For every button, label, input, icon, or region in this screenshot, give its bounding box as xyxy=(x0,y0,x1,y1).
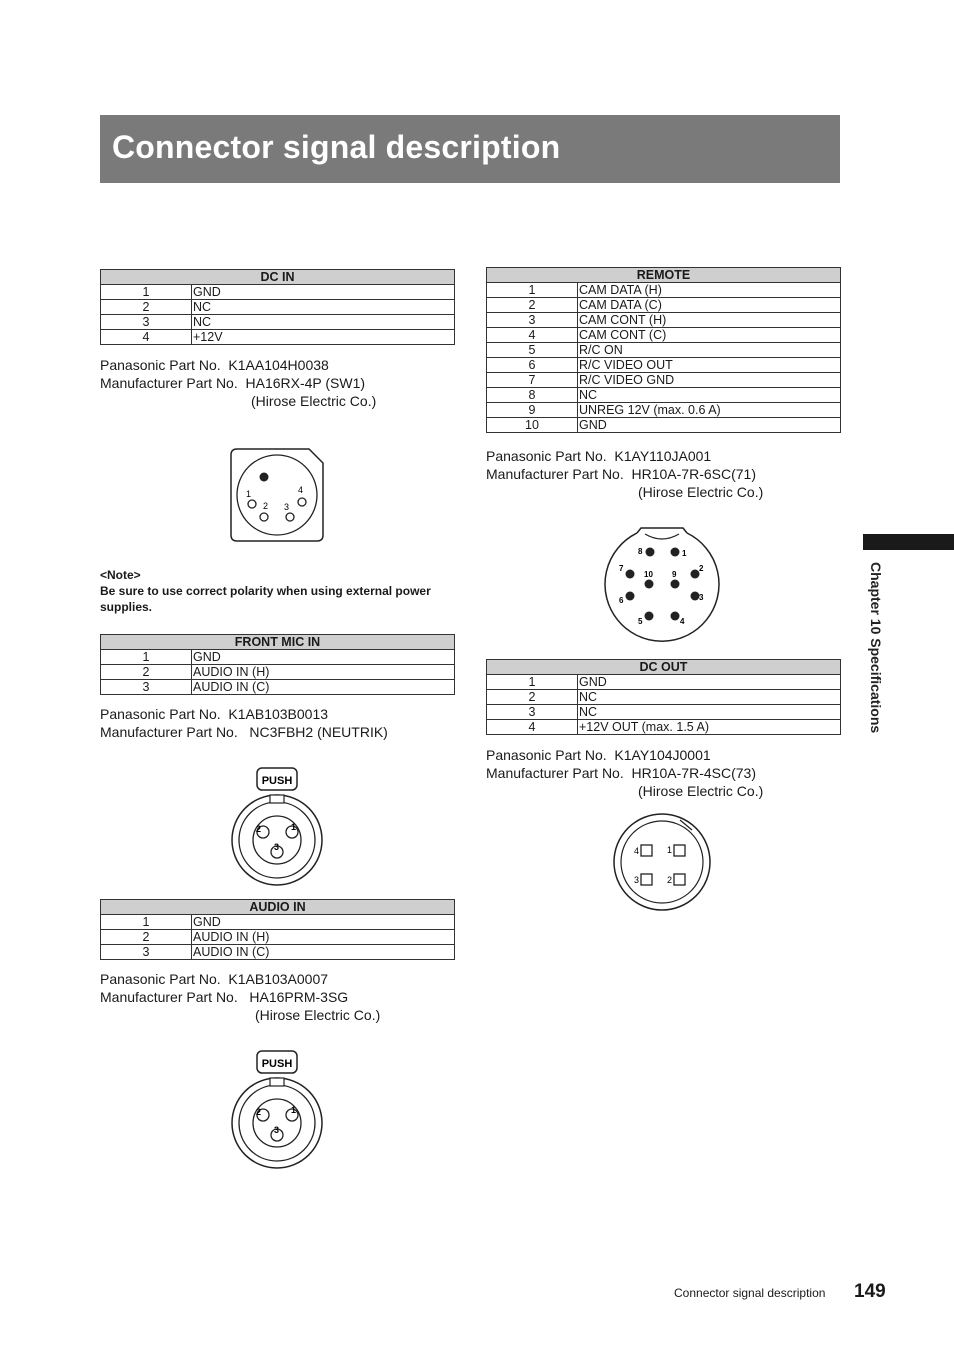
dc-out-manufacturer-part: Manufacturer Part No. HR10A-7R-4SC(73) xyxy=(486,765,756,781)
table-row xyxy=(101,930,455,945)
signal-cell: R/C VIDEO GND xyxy=(578,373,841,388)
signal-cell: NC xyxy=(578,388,841,403)
table-row xyxy=(101,330,455,345)
table-header: DC OUT xyxy=(487,660,841,675)
dc-in-maker: (Hirose Electric Co.) xyxy=(251,393,377,409)
table-row xyxy=(487,705,841,720)
remote-panasonic-part: Panasonic Part No. K1AY110JA001 xyxy=(486,448,712,464)
pin-cell: 3 xyxy=(101,680,192,695)
audio-in-manufacturer-part: Manufacturer Part No. HA16PRM-3SG xyxy=(100,989,349,1005)
table-header: AUDIO IN xyxy=(101,900,455,915)
pin-label: 2 xyxy=(699,564,704,573)
pin-cell: 4 xyxy=(487,328,578,343)
table-row xyxy=(487,720,841,735)
signal-cell: UNREG 12V (max. 0.6 A) xyxy=(578,403,841,418)
pin-cell: 3 xyxy=(487,705,578,720)
pin-cell: 1 xyxy=(101,915,192,930)
table-header: DC IN xyxy=(101,270,455,285)
table-row xyxy=(487,675,841,690)
note-title: <Note> xyxy=(100,568,141,582)
dc-in-manufacturer-part: Manufacturer Part No. HA16RX-4P (SW1) xyxy=(100,375,366,391)
pin-cell: 8 xyxy=(487,388,578,403)
pin-label: 1 xyxy=(667,845,673,855)
signal-cell: AUDIO IN (C) xyxy=(192,680,455,695)
signal-cell: CAM CONT (C) xyxy=(578,328,841,343)
table-row xyxy=(487,418,841,433)
pin-label: 3 xyxy=(274,842,280,852)
signal-cell: +12V xyxy=(192,330,455,345)
pin-label: 6 xyxy=(619,596,624,605)
table-row xyxy=(101,315,455,330)
table-row xyxy=(101,680,455,695)
pin-label: 4 xyxy=(298,485,304,495)
front-mic-panasonic-part: Panasonic Part No. K1AB103B0013 xyxy=(100,706,329,722)
dc-in-panasonic-part: Panasonic Part No. K1AA104H0038 xyxy=(100,357,329,373)
table-row xyxy=(101,665,455,680)
signal-cell: AUDIO IN (H) xyxy=(192,665,455,680)
pin-label: 1 xyxy=(291,1105,297,1115)
pin-cell: 1 xyxy=(487,675,578,690)
pin-label: 9 xyxy=(672,570,677,579)
audio-in-maker: (Hirose Electric Co.) xyxy=(255,1007,381,1023)
remote-maker: (Hirose Electric Co.) xyxy=(638,484,764,500)
pin-cell: 3 xyxy=(487,313,578,328)
signal-cell: GND xyxy=(578,675,841,690)
signal-cell: R/C ON xyxy=(578,343,841,358)
pin-label: 3 xyxy=(274,1125,280,1135)
pin-cell: 9 xyxy=(487,403,578,418)
table-row xyxy=(487,373,841,388)
table-row xyxy=(487,388,841,403)
dc-in-connector-diagram xyxy=(229,447,325,543)
signal-cell: GND xyxy=(578,418,841,433)
pin-label: 4 xyxy=(680,617,685,626)
chapter-tab-marker xyxy=(863,534,954,550)
pin-label: 3 xyxy=(284,502,290,512)
signal-cell: AUDIO IN (C) xyxy=(192,945,455,960)
pin-label: 5 xyxy=(638,617,643,626)
push-label: PUSH xyxy=(261,1058,293,1070)
pin-cell: 2 xyxy=(487,298,578,313)
pin-cell: 1 xyxy=(487,283,578,298)
page-title: Connector signal description xyxy=(112,129,561,165)
table-row xyxy=(487,328,841,343)
signal-cell: GND xyxy=(192,285,455,300)
pin-label: 10 xyxy=(644,570,653,579)
pin-cell: 2 xyxy=(101,930,192,945)
pin-cell: 6 xyxy=(487,358,578,373)
dc-out-connector-diagram xyxy=(610,812,714,914)
table-header: REMOTE xyxy=(487,268,841,283)
front-mic-manufacturer-part: Manufacturer Part No. NC3FBH2 (NEUTRIK) xyxy=(100,724,388,740)
pin-label: 3 xyxy=(634,875,640,885)
table-row xyxy=(487,283,841,298)
table-row xyxy=(487,298,841,313)
pin-label: 2 xyxy=(256,824,262,834)
signal-cell: AUDIO IN (H) xyxy=(192,930,455,945)
dc-in-table xyxy=(100,269,455,345)
pin-cell: 4 xyxy=(487,720,578,735)
dc-out-table xyxy=(486,659,841,735)
push-label: PUSH xyxy=(261,775,293,787)
signal-cell: NC xyxy=(192,300,455,315)
dc-out-panasonic-part: Panasonic Part No. K1AY104J0001 xyxy=(486,747,711,763)
pin-cell: 1 xyxy=(101,650,192,665)
table-row xyxy=(487,313,841,328)
table-row xyxy=(101,945,455,960)
pin-cell: 3 xyxy=(101,945,192,960)
pin-cell: 2 xyxy=(487,690,578,705)
pin-label: 1 xyxy=(682,549,687,558)
table-row xyxy=(101,650,455,665)
table-row xyxy=(101,285,455,300)
title-bar xyxy=(100,115,840,183)
page-number: 149 xyxy=(854,1281,886,1302)
audio-in-panasonic-part: Panasonic Part No. K1AB103A0007 xyxy=(100,971,329,987)
pin-label: 4 xyxy=(634,846,640,856)
signal-cell: NC xyxy=(192,315,455,330)
signal-cell: GND xyxy=(192,650,455,665)
signal-cell: GND xyxy=(192,915,455,930)
signal-cell: +12V OUT (max. 1.5 A) xyxy=(578,720,841,735)
remote-manufacturer-part: Manufacturer Part No. HR10A-7R-6SC(71) xyxy=(486,466,756,482)
pin-label: 8 xyxy=(638,547,643,556)
signal-cell: NC xyxy=(578,690,841,705)
pin-cell: 7 xyxy=(487,373,578,388)
pin-cell: 2 xyxy=(101,665,192,680)
front-mic-xlr-diagram xyxy=(228,766,326,888)
signal-cell: CAM CONT (H) xyxy=(578,313,841,328)
pin-label: 3 xyxy=(699,593,704,602)
signal-cell: NC xyxy=(578,705,841,720)
table-row xyxy=(487,403,841,418)
remote-table xyxy=(486,267,841,433)
pin-label: 2 xyxy=(256,1107,262,1117)
pin-cell: 3 xyxy=(101,315,192,330)
signal-cell: R/C VIDEO OUT xyxy=(578,358,841,373)
dc-out-maker: (Hirose Electric Co.) xyxy=(638,783,764,799)
footer-label: Connector signal description xyxy=(674,1286,826,1300)
audio-in-xlr-diagram xyxy=(228,1049,326,1171)
remote-connector-diagram xyxy=(601,526,723,644)
table-header: FRONT MIC IN xyxy=(101,635,455,650)
table-row xyxy=(487,343,841,358)
pin-cell: 5 xyxy=(487,343,578,358)
pin-label: 7 xyxy=(619,564,624,573)
audio-in-table xyxy=(100,899,455,960)
signal-cell: CAM DATA (C) xyxy=(578,298,841,313)
signal-cell: CAM DATA (H) xyxy=(578,283,841,298)
table-row xyxy=(101,300,455,315)
pin-label: 1 xyxy=(246,489,252,499)
note-text: Be sure to use correct polarity when using external power supplies. xyxy=(100,584,431,614)
chapter-label: Chapter 10 Specifications xyxy=(868,562,884,734)
front-mic-in-table xyxy=(100,634,455,695)
table-row xyxy=(487,690,841,705)
pin-label: 1 xyxy=(291,822,297,832)
pin-cell: 4 xyxy=(101,330,192,345)
pin-cell: 2 xyxy=(101,300,192,315)
pin-label: 2 xyxy=(263,501,269,511)
pin-cell: 10 xyxy=(487,418,578,433)
pin-cell: 1 xyxy=(101,285,192,300)
pin-label: 2 xyxy=(667,875,673,885)
table-row xyxy=(487,358,841,373)
table-row xyxy=(101,915,455,930)
